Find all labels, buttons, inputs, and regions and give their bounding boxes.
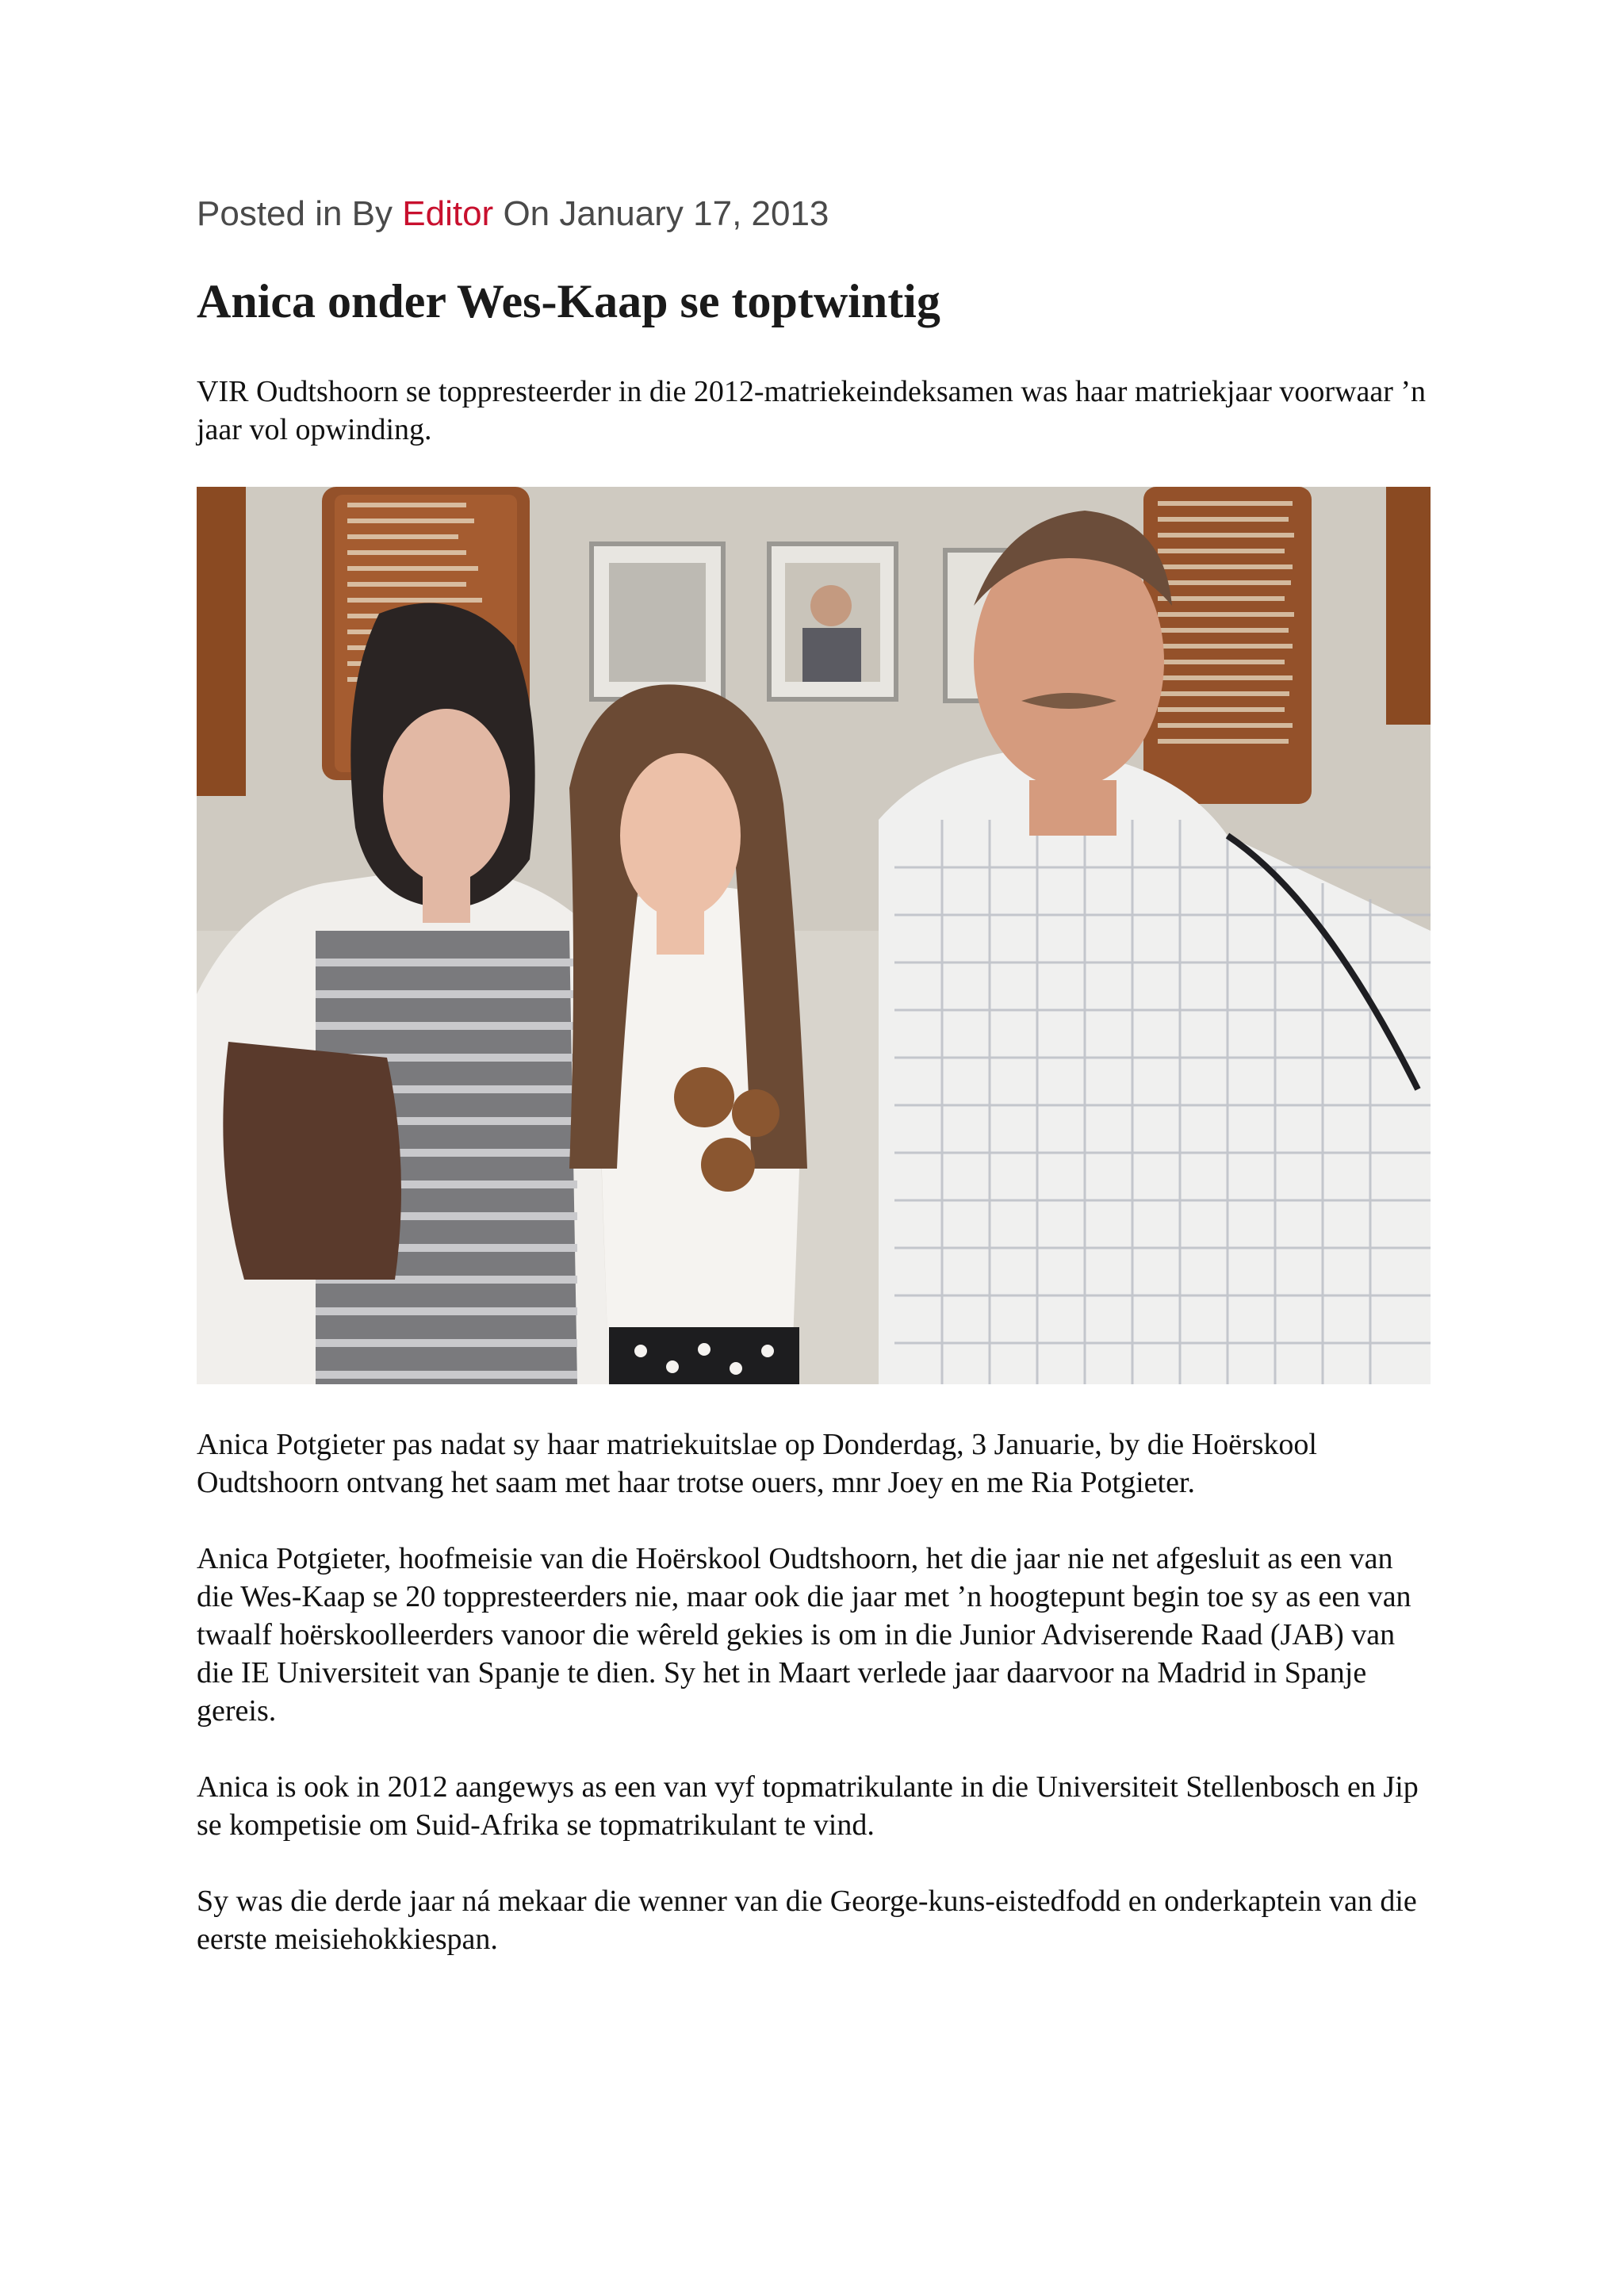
- author-link[interactable]: Editor: [402, 194, 494, 233]
- byline-date: On January 17, 2013: [493, 194, 829, 233]
- article-paragraph-1: Anica Potgieter, hoofmeisie van die Hoërskool Oudtshoorn, het die jaar nie net afgesluit as een van die Wes-Kaap se 20 toppresteerders nie, maar ook die jaar met ’n hoogtepunt begin toe sy as een van twaalf hoërskoolleerders vanoor die wêreld gekies is om in die Junior Adviserende Raad (JAB) van die IE Universiteit van Spanje te dien. Sy het in Maart verlede jaar daarvoor na Madrid in Spanje gereis.: [197, 1542, 1411, 1728]
- article-lead: VIR Oudtshoorn se toppresteerder in die 2012-matriekeindeksamen was haar matriekjaar voorwaar ’n jaar vol opwinding.: [197, 375, 1427, 446]
- article-paragraph-2: Anica is ook in 2012 aangewys as een van vyf topmatrikulante in die Universiteit Stellenbosch en Jip se kompetisie om Suid-Afrika se topmatrikulant te vind.: [197, 1770, 1419, 1842]
- photo-caption: Anica Potgieter pas nadat sy haar matriekuitslae op Donderdag, 3 Januarie, by die Hoërskool Oudtshoorn ontvang het saam met haar trotse ouers, mnr Joey en me Ria Potgieter.: [197, 1428, 1317, 1499]
- byline: [197, 190, 1434, 238]
- article: [197, 190, 1434, 1958]
- article-paragraph-3: Sy was die derde jaar ná mekaar die wenner van die George-kuns-eistedfodd en onderkaptein van die eerste meisiehokkiespan.: [197, 1885, 1417, 1956]
- byline-prefix: Posted in By: [197, 194, 403, 233]
- article-photo: [197, 487, 1431, 1384]
- article-title: Anica onder Wes-Kaap se toptwintig: [197, 275, 940, 327]
- photo-illustration: [197, 487, 1431, 1384]
